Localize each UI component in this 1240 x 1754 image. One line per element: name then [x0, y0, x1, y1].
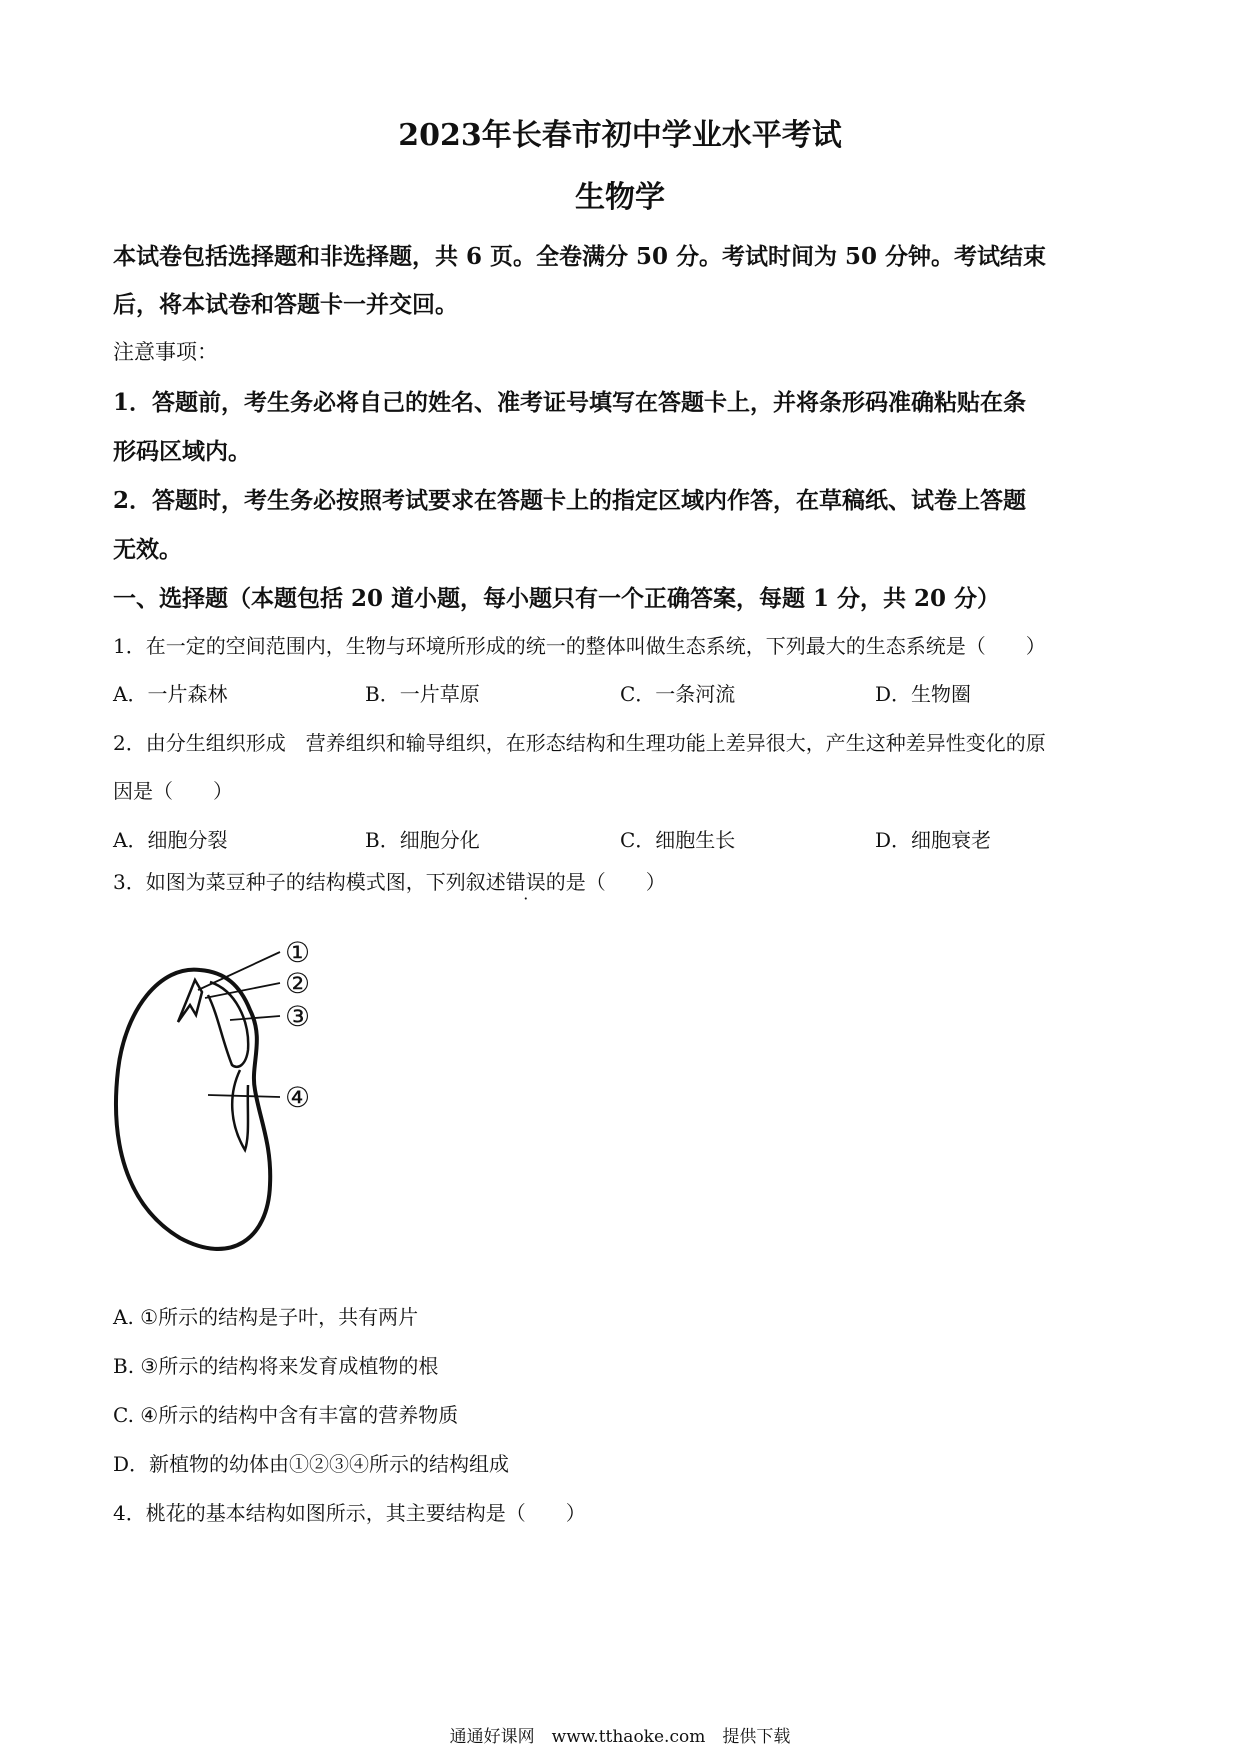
- bean-seed-diagram: [100, 920, 360, 1260]
- leader-line-4: [208, 1095, 280, 1097]
- question-3-option-b: B. ③所示的结构将来发育成植物的根: [113, 1354, 439, 1378]
- question-3-stem-pre: 3．如图为菜豆种子的结构模式图，下列叙述: [113, 870, 506, 894]
- question-1-option-c: C．一条河流: [620, 682, 736, 706]
- question-2-stem-line-2: 因是（ ）: [113, 779, 233, 803]
- question-3-option-c: C. ④所示的结构中含有丰富的营养物质: [113, 1403, 459, 1427]
- question-2-option-d: D．细胞衰老: [875, 828, 992, 852]
- question-3-option-d: D．新植物的幼体由①②③④所示的结构组成: [113, 1452, 510, 1476]
- exam-subject: 生物学: [575, 180, 665, 215]
- question-3-stem: [113, 866, 666, 895]
- question-1-option-b: B．一片草原: [365, 682, 480, 706]
- question-4-stem: 4．桃花的基本结构如图所示，其主要结构是（ ）: [113, 1501, 586, 1525]
- question-1-stem: 1．在一定的空间范围内，生物与环境所形成的统一的整体叫做生态系统，下列最大的生态系统是（ ）: [113, 634, 1046, 658]
- notice-title: 注意事项：: [113, 340, 218, 364]
- question-3-stem-post: 的是（ ）: [545, 870, 666, 894]
- seed-label-1: ①: [285, 936, 311, 969]
- question-3-option-a: A. ①所示的结构是子叶，共有两片: [113, 1305, 419, 1329]
- notice-1-line-1: 1．答题前，考生务必将自己的姓名、准考证号填写在答题卡上，并将条形码准确粘贴在条: [113, 389, 1027, 416]
- seed-label-4: ④: [285, 1081, 311, 1114]
- question-2-stem-line-1: 2．由分生组织形成 营养组织和输导组织，在形态结构和生理功能上差异很大，产生这种差异性变化的原: [113, 731, 1046, 755]
- question-3-emphasis: 错误: [505, 870, 546, 894]
- notice-1-line-2: 形码区域内。: [113, 438, 251, 465]
- notice-2-line-1: 2．答题时，考生务必按照考试要求在答题卡上的指定区域内作答，在草稿纸、试卷上答题: [113, 487, 1027, 514]
- question-2-option-b: B．细胞分化: [365, 828, 480, 852]
- question-2-option-a: A．细胞分裂: [113, 828, 228, 852]
- question-1-option-a: A．一片森林: [113, 682, 228, 706]
- embryo-plumule: [178, 980, 202, 1022]
- notice-2-line-2: 无效。: [113, 536, 182, 563]
- seed-label-3: ③: [285, 1000, 311, 1033]
- section-1-heading: 一、选择题（本题包括 20 道小题，每小题只有一个正确答案，每题 1 分，共 20 分）: [113, 585, 1001, 612]
- intro-line-2: 后，将本试卷和答题卡一并交回。: [113, 291, 458, 318]
- question-2-option-c: C．细胞生长: [620, 828, 736, 852]
- seed-label-2: ②: [285, 967, 311, 1000]
- embryo-radicle: [232, 1070, 248, 1150]
- intro-line-1: 本试卷包括选择题和非选择题，共 6 页。全卷满分 50 分。考试时间为 50 分钟。考试结束: [113, 243, 1047, 270]
- page-footer: 通通好课网 www.tthaoke.com 提供下载: [449, 1727, 791, 1747]
- exam-title: 2023年长春市初中学业水平考试: [398, 118, 842, 153]
- question-1-option-d: D．生物圈: [875, 682, 972, 706]
